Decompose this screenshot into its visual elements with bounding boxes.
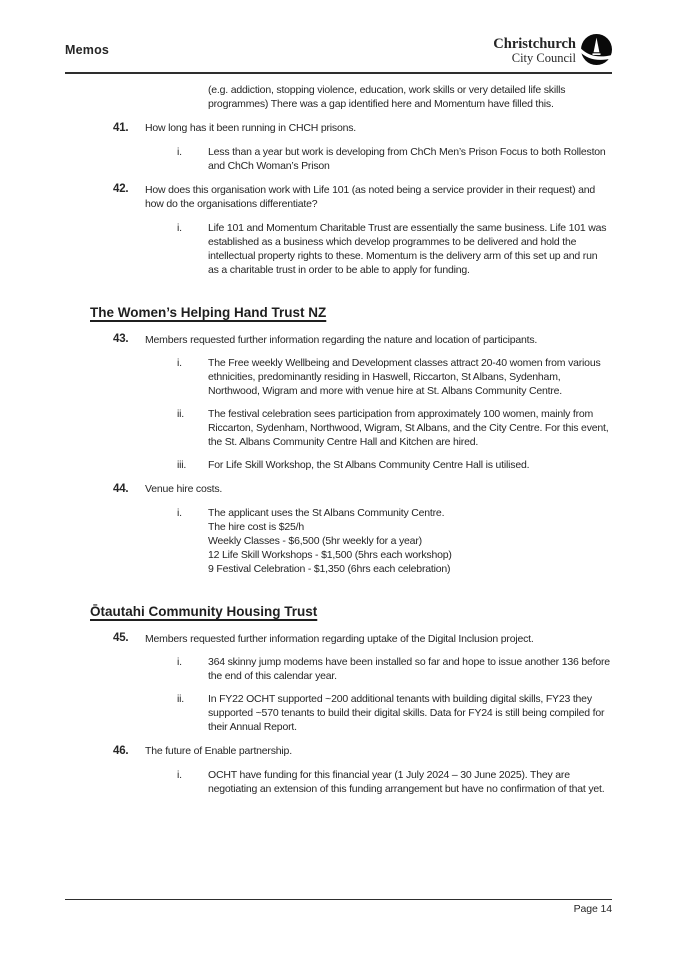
page-number-label: Page 14	[573, 903, 612, 915]
page-footer	[65, 899, 612, 915]
answer-row	[65, 356, 612, 398]
answer-row	[65, 655, 612, 683]
answer-marker: i.	[177, 768, 182, 781]
council-logo-line1: Christchurch	[493, 36, 576, 52]
answer-row	[65, 145, 612, 173]
continuation-paragraph: (e.g. addiction, stopping violence, education, work skills or very detailed life skills programmes) There was a gap identified here and Momentum have filled this.	[208, 84, 566, 110]
question-text: How does this organisation work with Life 101 (as noted being a service provider in their request) and how do the organisations differentiate?	[145, 183, 596, 210]
question-number: 44.	[113, 482, 129, 495]
answer-text: The Free weekly Wellbeing and Development classes attract 20-40 women from various ethnicities, predominantly residing in Haswell, Riccarton, St Albans, Sydenham, Northwood, Wigram and more with venue hire at St. Albans Community Centre.	[208, 357, 601, 397]
question-text: How long has it been running in CHCH prisons.	[145, 122, 357, 134]
council-logo	[493, 34, 612, 65]
numbered-question	[65, 632, 612, 647]
document-body	[65, 76, 612, 796]
answer-marker: i.	[177, 357, 182, 369]
answer-marker: ii.	[177, 408, 184, 420]
answer-text: 364 skinny jump modems have been installed so far and hope to issue another 136 before the end of this calendar year.	[208, 656, 610, 682]
council-logo-line2: City Council	[511, 51, 576, 66]
answer-marker: iii.	[177, 459, 187, 471]
answer-marker: ii.	[177, 693, 184, 705]
answer-row	[65, 407, 612, 449]
question-number: 45.	[113, 632, 129, 644]
answer-line: The hire cost is $25/h	[208, 520, 304, 533]
question-number: 46.	[113, 744, 129, 757]
question-text: Venue hire costs.	[145, 483, 223, 495]
numbered-question	[65, 333, 612, 348]
answer-text: The festival celebration sees participation from approximately 100 women, mainly from Riccarton, Sydenham, Northwood, Wigram, St Albans, and the City Centre. For this event, the St. Albans Community Centre Hall and Kitchen are hired.	[208, 408, 609, 448]
question-text: The future of Enable partnership.	[145, 745, 292, 757]
answer-marker: i.	[177, 221, 182, 234]
question-number: 41.	[113, 121, 129, 134]
question-number: 43.	[113, 333, 129, 345]
answer-line: Weekly Classes - $6,500 (5hr weekly for a year)	[208, 534, 422, 547]
answer-row	[65, 768, 612, 796]
answer-line: 12 Life Skill Workshops - $1,500 (5hrs each workshop)	[208, 548, 452, 561]
question-number: 42.	[113, 183, 129, 195]
answer-line: The applicant uses the St Albans Community Centre.	[208, 506, 445, 519]
council-logo-text	[493, 34, 576, 65]
answer-marker: i.	[177, 506, 182, 519]
answer-text: OCHT have funding for this financial year (1 July 2024 – 30 June 2025). They are negotiating an extension of this funding arrangement but have no confirmation of that yet.	[208, 768, 605, 795]
christchurch-city-council-emblem-icon	[581, 34, 612, 65]
answer-row	[65, 692, 612, 734]
numbered-question	[65, 121, 612, 136]
answer-text: In FY22 OCHT supported ~200 additional tenants with building digital skills, FY23 they supported ~570 tenants to build their digital skills. Data for FY24 is still being compiled for their Annual Report.	[208, 693, 605, 733]
question-text: Members requested further information regarding uptake of the Digital Inclusion project.	[145, 632, 534, 645]
answer-marker: i.	[177, 656, 182, 668]
question-text: Members requested further information regarding the nature and location of participants.	[145, 333, 538, 346]
answer-text	[208, 506, 610, 576]
answer-text: For Life Skill Workshop, the St Albans Community Centre Hall is utilised.	[208, 459, 530, 471]
answer-text: Less than a year but work is developing from ChCh Men’s Prison Focus to both Rolleston and ChCh Woman’s Prison	[208, 145, 606, 172]
answer-row	[65, 506, 612, 576]
numbered-question	[65, 744, 612, 759]
numbered-question	[65, 183, 612, 212]
page-header	[65, 34, 612, 74]
answer-line: 9 Festival Celebration - $1,350 (6hrs each celebration)	[208, 562, 451, 575]
answer-row	[65, 458, 612, 472]
numbered-question	[65, 482, 612, 497]
section-heading: Ōtautahi Community Housing Trust	[90, 603, 318, 619]
page-title: Memos	[65, 43, 110, 57]
answer-row	[65, 221, 612, 277]
section-heading: The Women’s Helping Hand Trust NZ	[90, 304, 327, 320]
answer-marker: i.	[177, 145, 182, 158]
answer-text: Life 101 and Momentum Charitable Trust are essentially the same business. Life 101 was established as a business which develop programmes to be delivered and hold the intellectual property rights to these. Momentum is the delivery arm of this set up and run as a charitable trust in order to be able to apply for funding.	[208, 221, 607, 276]
